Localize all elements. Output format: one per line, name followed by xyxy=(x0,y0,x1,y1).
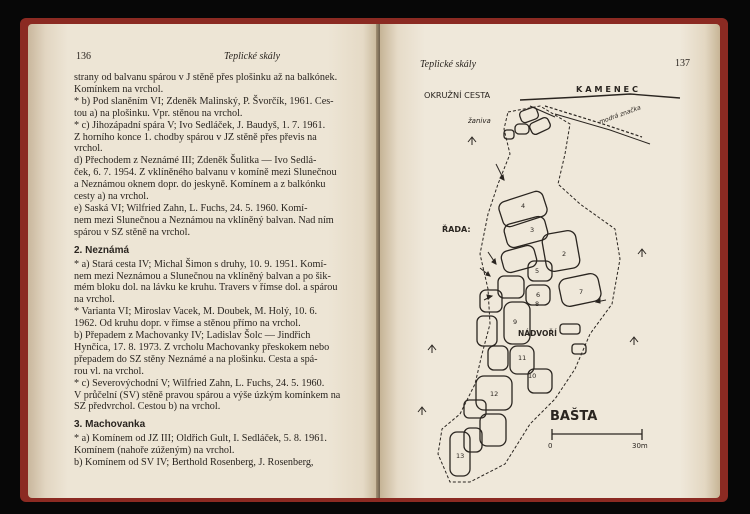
tower-number: 10 xyxy=(528,372,537,380)
tower-number: 4 xyxy=(521,202,526,210)
route-list-3 xyxy=(74,433,380,469)
right-page xyxy=(380,24,720,498)
label-okruzni-cesta: OKRUŽNÍ CESTA xyxy=(424,90,491,100)
left-page xyxy=(28,24,380,498)
running-head-right: Teplické skály xyxy=(420,59,477,70)
page-number-left: 136 xyxy=(76,51,91,62)
text-line: Komínem (nahoře zúženým) na vrchol. xyxy=(74,445,235,457)
text-line: V průčelní (SV) stěně pravou spárou a výše úzkým komínkem na xyxy=(74,389,341,401)
text-line: Z horního konce 1. chodby spárou v JZ stěně přes převis na xyxy=(74,131,317,143)
text-line: ček, 6. 7. 1954. Z vklíněného balvanu v komíně mezi Slunečnou xyxy=(74,167,337,179)
text-line: * Varianta VI; Miroslav Vacek, M. Doubek, M. Holý, 10. 6. xyxy=(74,306,318,318)
massif-outline xyxy=(438,106,620,482)
text-line: b) Komínem od SV IV; Berthold Rosenberg, J. Rosenberg, xyxy=(74,457,314,469)
tower-number: 11 xyxy=(518,354,527,362)
tower-number: 9 xyxy=(513,318,518,326)
text-line: a Neznámou oknem dopr. do jeskyně. Komínem a z balkónku xyxy=(74,179,326,191)
route-list-1 xyxy=(74,72,380,239)
text-line: Komínkem na vrchol. xyxy=(74,83,164,95)
text-line: tou a) na plošinku. Vpr. stěnou na vrchol. xyxy=(74,107,243,119)
text-line: na vrchol. xyxy=(74,294,115,306)
open-book xyxy=(14,10,736,504)
text-line: nem mezi Slunečnou a Neznámou na vklíněný balvan. Nad ním xyxy=(74,214,334,226)
rock-map xyxy=(380,24,720,498)
route-list-2 xyxy=(74,259,380,414)
text-line: * a) Stará cesta IV; Michal Šimon s druhy, 10. 9. 1951. Komí- xyxy=(74,258,327,270)
tower-number: 2 xyxy=(562,250,567,258)
route-arrows xyxy=(480,164,606,303)
label-zaniva: žaniva xyxy=(468,117,491,125)
section-heading-neznama: 2. Neznámá xyxy=(74,244,130,256)
tower-number: 13 xyxy=(456,452,465,460)
text-line: * c) Jihozápadní spára V; Ivo Sedláček, J. Baudyš, 1. 7. 1961. xyxy=(74,119,326,131)
text-line: b) Přepadem z Machovanky IV; Ladislav Šolc — Jindřich xyxy=(74,330,311,342)
text-line: nem mezi Neznámou a Slunečnou na vklíněný balvan a po šik- xyxy=(74,270,331,282)
text-line: rou vl. na vrchol. xyxy=(74,365,144,377)
text-line: cesty a) na vrchol. xyxy=(74,191,149,203)
text-line: * a) Komínem od JZ III; Oldřich Gult, I. Sedláček, 5. 8. 1961. xyxy=(74,433,327,445)
tower-number: 8 xyxy=(535,300,540,308)
text-line: SZ předvrchol. Cestou b) na vrchol. xyxy=(74,401,221,413)
text-line: * c) Severovýchodní V; Wilfried Zahn, L. Fuchs, 24. 5. 1960. xyxy=(74,377,325,389)
text-line: e) Saská VI; Wilfried Zahn, L. Fuchs, 24. 5. 1960. Komí- xyxy=(74,202,308,214)
text-line: strany od balvanu spárou v J stěně přes plošinku až na balkónek. xyxy=(74,72,338,83)
tower-number: 12 xyxy=(490,390,499,398)
label-nadvori: NÁDVOŘÍ xyxy=(518,329,557,338)
tower-number: 6 xyxy=(536,291,541,299)
text-line: Hynčica, 17. 8. 1973. Z vrcholu Machovanky přeskokem nebo xyxy=(74,341,330,353)
scale-bar xyxy=(552,429,642,440)
text-line: 1962. Od kruhu dopr. v římse a stěnou přímo na vrchol. xyxy=(74,318,301,330)
tower-number: 7 xyxy=(579,288,584,296)
text-line: přepadem do SZ stěny Neznámé a na plošinku. Cesta a spá- xyxy=(74,353,318,365)
left-page-text xyxy=(74,72,380,469)
text-line: * b) Pod slaněním VI; Zdeněk Malinský, P. Švorčík, 1961. Ces- xyxy=(74,95,334,107)
page-number-right: 137 xyxy=(675,58,690,69)
section-heading-machovanka: 3. Machovanka xyxy=(74,419,146,431)
tower-number: 3 xyxy=(530,226,535,234)
tower-number: 5 xyxy=(535,267,540,275)
text-line: d) Přechodem z Neznámé III; Zdeněk Šulitka — Ivo Sedlá- xyxy=(74,155,317,167)
text-line: vrchol. xyxy=(74,143,103,155)
label-kamenec: K A M E N E C xyxy=(576,84,638,94)
scale-start: 0 xyxy=(548,442,553,450)
label-basta: BAŠTA xyxy=(550,409,598,424)
text-line: spárou v SZ stěně na vrchol. xyxy=(74,226,190,238)
label-rada: ŘADA: xyxy=(442,225,471,234)
label-modra-znacka: modrá značka xyxy=(598,104,642,126)
text-line: mém bloku dol. na lávku ke kruhu. Travers v římse dol. a spárou xyxy=(74,282,338,294)
running-head-left: Teplické skály xyxy=(224,51,281,62)
scale-end: 30m xyxy=(632,442,648,450)
